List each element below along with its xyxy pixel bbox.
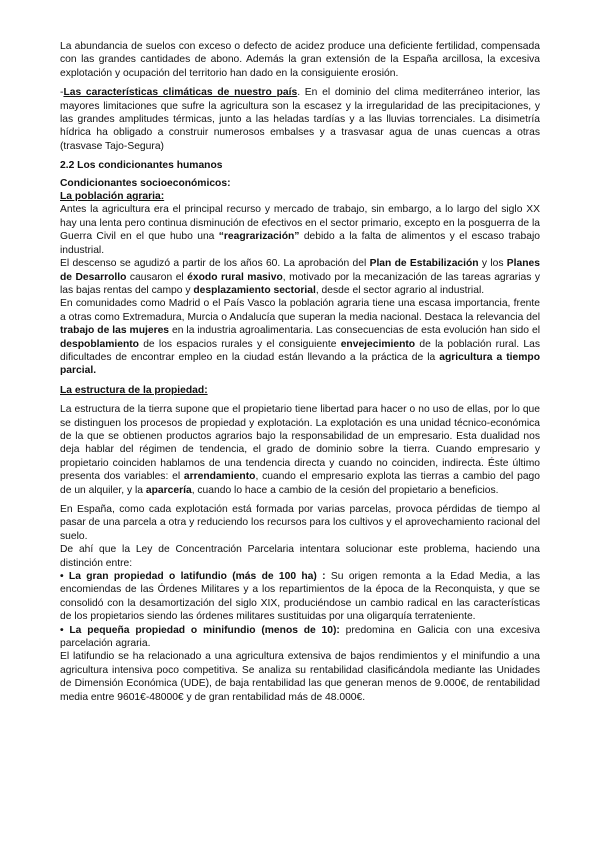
paragraph-estructura-2: En España, como cada explotación está formada por varias parcelas, provoca pérdidas de tiempo al pasar de una parcela a otra y reduciendo los recursos para los cultivos y el aprovechamiento racional del suelo. <box>60 504 540 542</box>
bold-run: éxodo rural masivo <box>187 271 283 283</box>
bold-run: “reagrarización” <box>218 231 300 243</box>
paragraph-estructura-1 <box>60 403 540 497</box>
list-item-latifundio <box>60 570 540 624</box>
paragraph-dash: - <box>60 87 64 99</box>
text-run: Antes la agricultura era el principal recurso y mercado de trabajo, sin embargo, a lo largo del siglo XX hay una lenta pero continua disminución de efectivos en el sector primario, excepto en la posguerra de la Guerra Civil en el que hubo una <box>60 204 540 243</box>
bullet-icon: • <box>60 624 64 636</box>
bold-run: aparcería <box>145 484 192 496</box>
heading-poblacion-agraria: La población agraria: <box>60 191 165 203</box>
text-run: y los <box>478 258 507 270</box>
text-run: predomina en Galicia con una excesiva parcelación agraria. <box>60 624 540 650</box>
bold-run: La gran propiedad o latifundio (más de 100 ha) : <box>63 571 326 583</box>
bold-run: despoblamiento <box>60 338 139 350</box>
subsection-heading-socioeconomicos: Condicionantes socioeconómicos: <box>60 177 231 189</box>
text-run: , motivado por la mecanización de las tareas agrarias y las bajas rentas del campo y <box>60 271 541 296</box>
paragraph-rentabilidad: El latifundio se ha relacionado a una agricultura extensiva de bajos rendimientos y el minifundio a una agricultura intensiva poco competitiva. Se analiza su rentabilidad clasificándola mediante las Unidades de Dimensión Económica (UDE), de baja rentabilidad las que generan menos de 9.000€, de rentabilidad media entre 9601€-48000€ y de gran rentabilidad más de 48.000€. <box>60 651 540 703</box>
bold-run: La pequeña propiedad o minifundio (menos de 10): <box>63 624 340 636</box>
text-run: , desde el sector agrario al industrial. <box>315 284 485 296</box>
text-run: de la población rural. Las dificultades de encontrar empleo en la ciudad están llevando a la práctica de la <box>60 338 540 363</box>
text-run: La estructura de la tierra supone que el propietario tiene libertad para hacer o no uso de ellas, por lo que se distinguen los procesos de propiedad y explotación. La explotación es una unidad técnico-económica de la que se obtienen productos agrarios bajo la responsabilidad de un empresario. Esta dualidad nos deja hablar del régimen de tendencia, el grado de dominio sobre la tierra. Cuando empresario y propietario coinciden hablamos de una tendencia directa y cuando no coinciden, indirecta. Éste último presenta dos variables: el <box>60 404 540 483</box>
paragraph-poblacion-3 <box>60 297 540 377</box>
text-run: de los espacios rurales y el consiguiente <box>138 338 341 350</box>
paragraph-estructura-3: De ahí que la Ley de Concentración Parcelaria intentara solucionar este problema, haciendo una distinción entre: <box>60 544 540 569</box>
bullet-icon: • <box>60 571 64 583</box>
clima-heading-inline: Las características climáticas de nuestro país <box>63 87 298 99</box>
paragraph-poblacion-1 <box>60 203 540 257</box>
text-run: en la industria agroalimentaria. Las consecuencias de esta evolución han sido el <box>169 325 540 337</box>
bold-run: arrendamiento <box>183 471 256 483</box>
bold-run: desplazamiento sectorial <box>193 284 316 296</box>
text-run: El descenso se agudizó a partir de los años 60. La aprobación del <box>60 258 370 270</box>
text-run: causaron el <box>126 271 188 283</box>
paragraph-clima <box>60 86 540 153</box>
bold-run: agricultura a tiempo parcial. <box>60 351 540 377</box>
text-run: , cuando el empresario explota las tierras a cambio del pago de un alquiler, y la <box>60 471 541 496</box>
text-run: , cuando lo hace a cambio de la cesión del propietario a beneficios. <box>191 484 499 496</box>
list-item-minifundio <box>60 624 540 651</box>
bold-run: envejecimiento <box>340 338 416 350</box>
paragraph-poblacion-2 <box>60 257 540 297</box>
bold-run: Plan de Estabilización <box>369 258 479 270</box>
section-heading-humanos: 2.2 Los condicionantes humanos <box>60 160 223 172</box>
text-run: En comunidades como Madrid o el País Vasco la población agraria tiene una escasa importancia, frente a otras como Extremadura, Murcia o Andalucía que superan la media nacional. Destaca la relevancia del <box>60 298 540 323</box>
bold-run: trabajo de las mujeres <box>60 325 170 337</box>
bold-run: Planes de Desarrollo <box>60 258 540 283</box>
clima-text: . En el dominio del clima mediterráneo interior, las mayores limitaciones que sufre la agricultura son la escasez y la irregularidad de las precipitaciones, y las grandes amplitudes térmicas, junto a las heladas tardías y a las lluvias torrenciales. La disimetría hídrica ha obligado a construir numerosos embalses y a trasvasar agua de unas cuencas a otras (trasvase Tajo-Segura) <box>60 87 540 152</box>
text-run: debido a la falta de alimentos y el escaso trabajo industrial. <box>60 231 540 256</box>
paragraph-suelos: La abundancia de suelos con exceso o defecto de acidez produce una deficiente fertilidad, compensada con las grandes cantidades de abono. Además la gran extensión de la España arcillosa, la excesiva explotación y ocupación del territorio han dado en la consiguiente erosión. <box>60 41 540 79</box>
heading-estructura-propiedad: La estructura de la propiedad: <box>60 384 208 396</box>
text-run: Su origen remonta a la Edad Media, a las encomiendas de las Órdenes Militares y a los repartimientos de la época de la Reconquista, y que se consolidó con la desamortización del siglo XIX, produciéndose un cambio radical en las características de los propietarios siendo las órdenes militares sustituidas por una oligarquía terrateniente. <box>60 571 541 623</box>
document-page <box>60 40 540 704</box>
